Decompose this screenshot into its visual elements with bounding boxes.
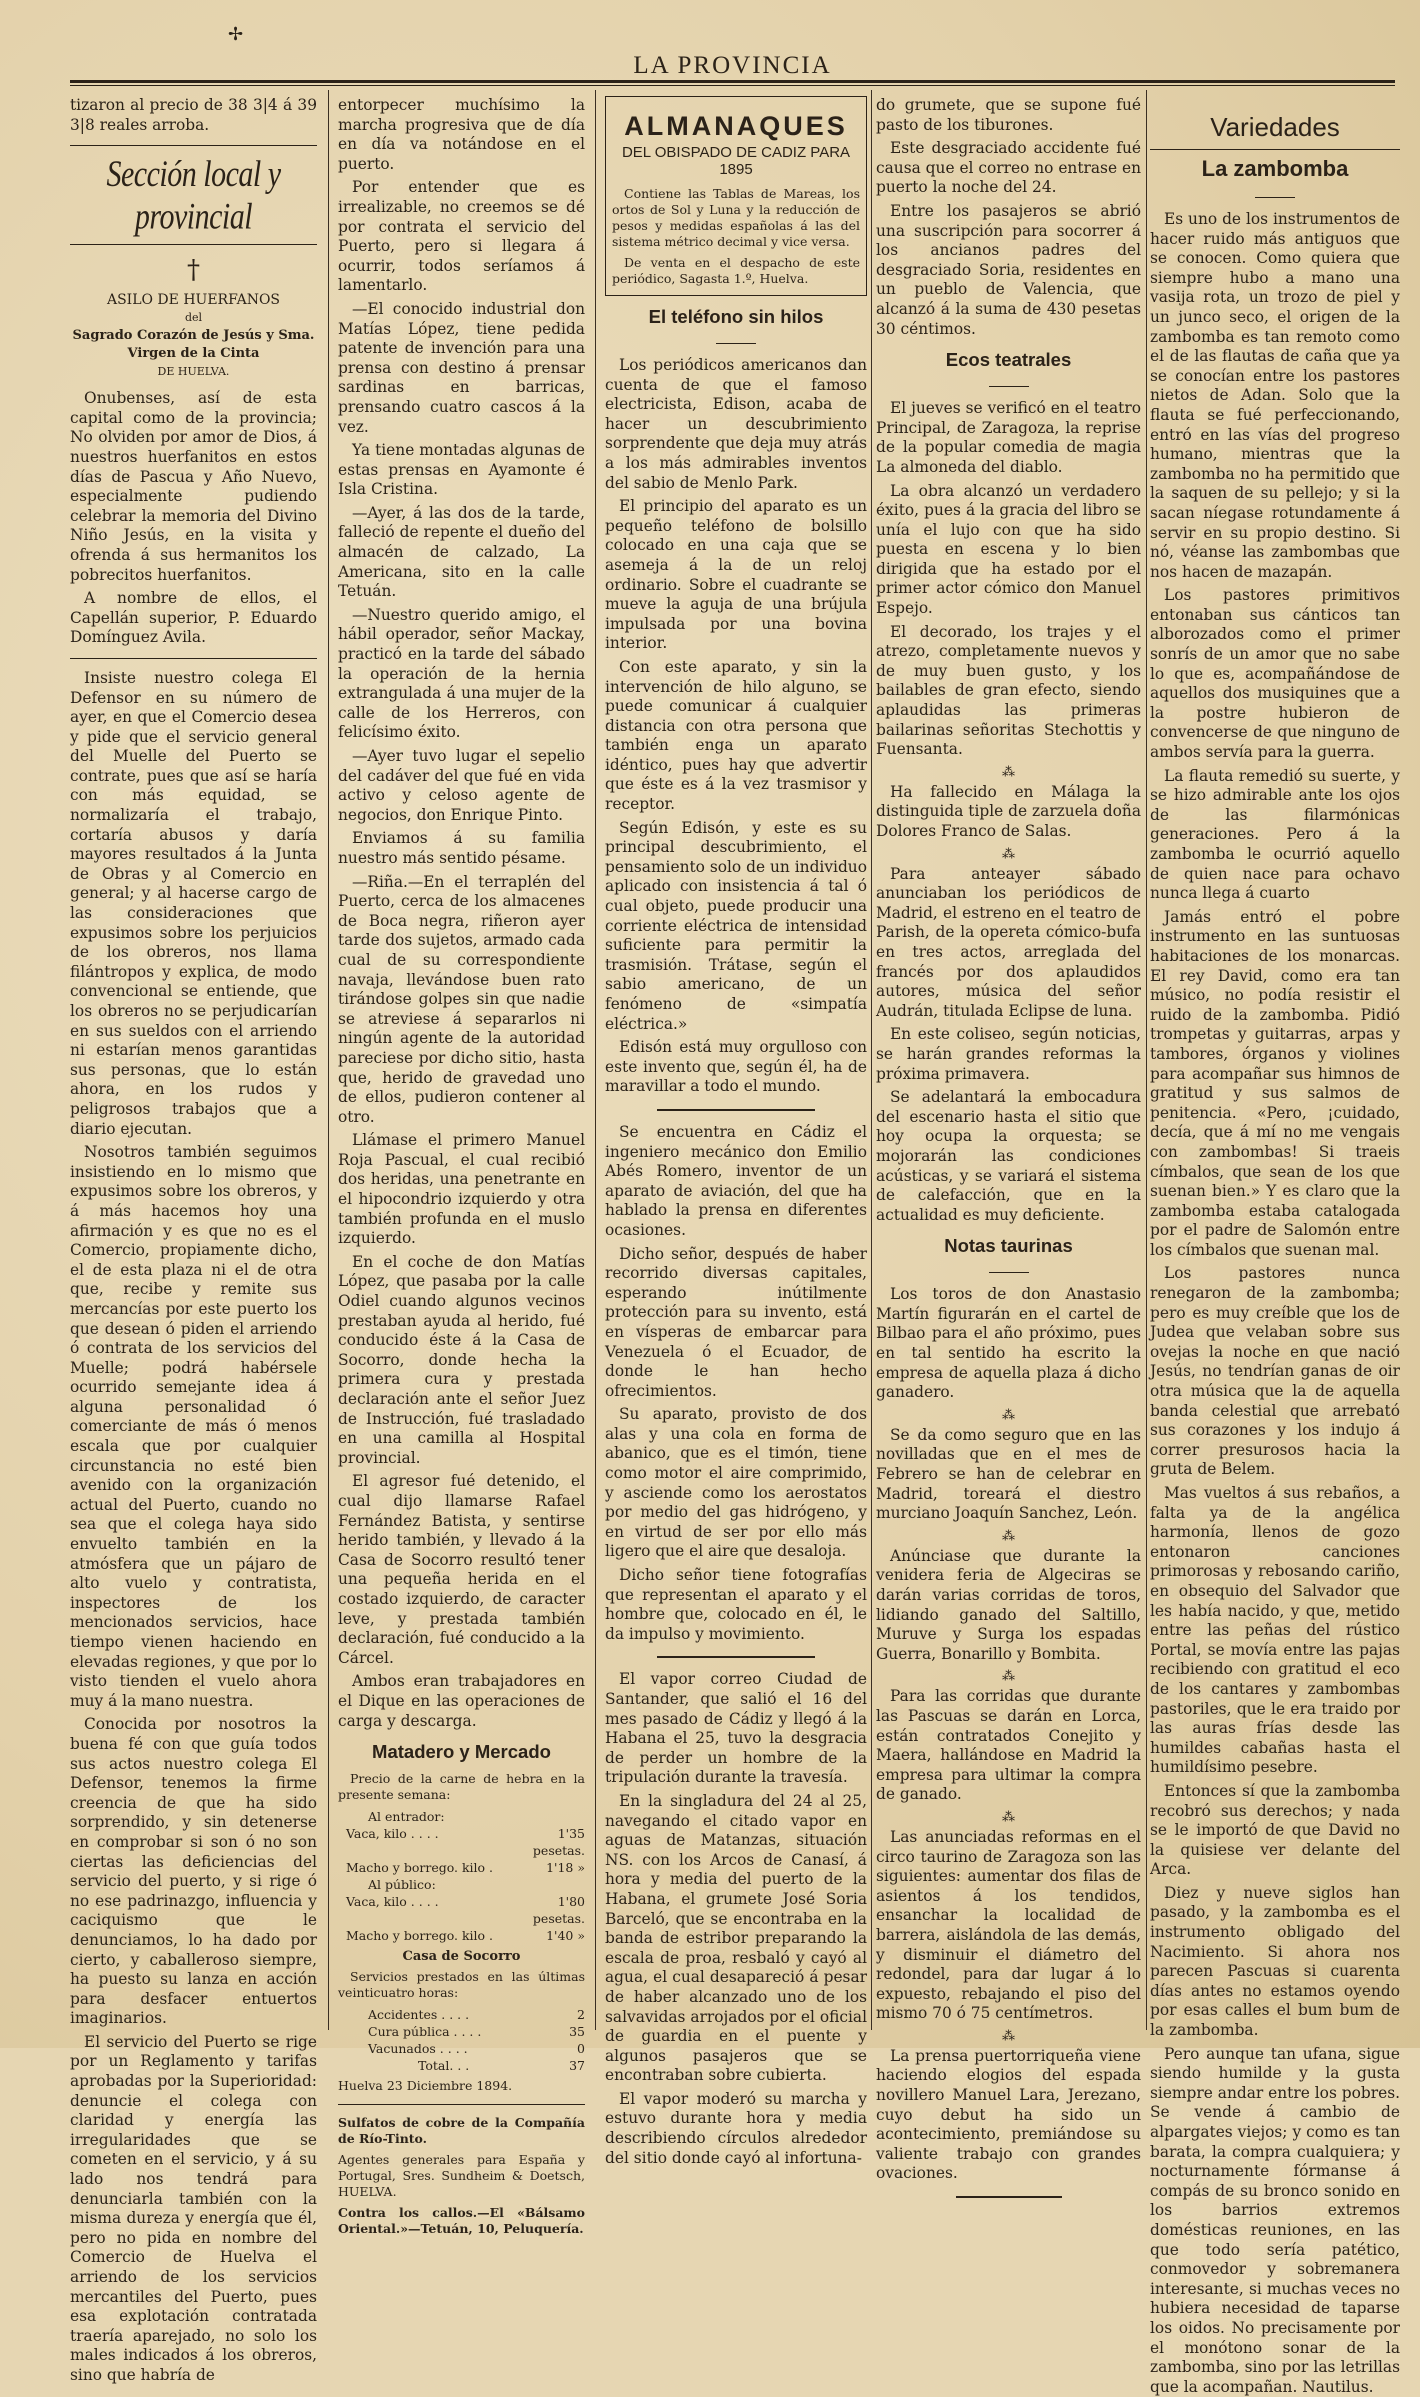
table-row: Vaca, kilo . . . . 1'80 pesetas. <box>346 1894 585 1927</box>
ecos-title: Ecos teatrales <box>945 349 1072 371</box>
article-text: —Ayer, á las dos de la tarde, falleció de repente el dueño del almacén de calzado, La Americana, sito en la calle Tetuán. <box>338 503 585 601</box>
article-text: La obra alcanzó un verdadero éxito, pues á la gracia del libro se unía el lujo con que ha sido puesta en escena y lo bien dirigida que ha estado por el primer actor cómico don Manuel Espejo. <box>876 481 1141 618</box>
advertisement: Contra los callos.—El «Bálsamo Oriental.»—Tetuán, 10, Peluquería. <box>338 2205 585 2237</box>
column-4 <box>876 96 1142 2183</box>
article-text: Dicho señor, después de haber recorrido diversas capitales, esperando inútilmente protección para su invento, está en vísperas de embarcar para Venezuela ó el Ecuador, de donde le han hecho ofrecimientos. <box>605 1244 867 1400</box>
divider <box>70 244 317 245</box>
almanaques-ad <box>605 96 867 296</box>
article-text: entorpecer muchísimo la marcha progresiva que de día en día va notándose en el puerto. <box>338 96 585 173</box>
article-text: Conocida por nosotros la buena fé con que guía todos sus actos nuestro colega El Defensor, tenemos la firme creencia de que ha sido sorprendido, y sin detenerse en comprobar si son ó no son ciertas las deficiencias del servicio del puerto, y si rige ó no ese padrinazgo, influencia y caciquismo que le denunciamos, lo ha dado por cierto, y caballeroso siempre, ha puesto su lanza en acción para desfacer entuertos imaginarios. <box>70 1715 317 2028</box>
column-3 <box>605 96 867 2167</box>
article-text: En la singladura del 24 al 25, navegando el citado vapor en aguas de Matanzas, situación NS. con los Arcos de Canasí, á hora y media del puerto de la Habana, el grumete José Soria Barceló, que se encontraba en la banda de estribor preparando la escala de proa, resbaló y cayó al agua, el cual desapareció á pesar de haber alcanzado uno de los salvavidas arrojados por el oficial de guardia en el puente y algunos pasajeros que se encontraban sobre cubierta. <box>605 1791 867 2085</box>
article-text: Su aparato, provisto de dos alas y una cola en forma de abanico, que es el timón, tiene como motor el aire comprimido, y asciende como los aerostatos por medio del gas hidrógeno, y en virtud de ser por ello más ligero que el aire que desaloja. <box>605 1405 867 1561</box>
divider <box>657 1656 814 1658</box>
article-text: Se adelantará la embocadura del escenario hasta el sitio que hoy ocupa la orquesta; se mojorarán las condiciones acústicas, y se variará el sistema de calefacción, que en la actualidad es muy deficiente. <box>876 1088 1141 1224</box>
article-text: —Riña.—En el terraplén del Puerto, cerca de los almacenes de Boca negra, riñeron ayer tarde dos sujetos, armado cada cual de su correspondiente navaja, llevándose buen rato tirándose golpes sin que nadie se atreviese á separarlos ni ningún agente de la autoridad pareciese por dicho sitio, hasta que, herido de gravedad uno de ellos, pudieron contener al otro. <box>338 872 585 1126</box>
almanaques-text: Contiene las Tablas de Mareas, los ortos de Sol y Luna y la reducción de pesos y medidas españolas á las del sistema métrico decimal y vice versa. <box>612 186 860 249</box>
asterism: ⁂ <box>1002 764 1015 780</box>
article-text: La prensa puertorriqueña viene haciendo elogios del espada novillero Manuel Lara, Jerezano, cuyo debut ha sido un acontecimiento, premiándose su valiente trabajo con grandes ovaciones. <box>876 2046 1141 2183</box>
asterism: ⁂ <box>1002 1528 1015 1544</box>
article-text: El jueves se verificó en el teatro Principal, de Zaragoza, la reprise de la popular comedia de magia La almoneda del diablo. <box>876 399 1141 476</box>
table-row: Macho y borrego. kilo . 1'18 » <box>346 1860 585 1876</box>
variedades-title: Variedades <box>1210 112 1340 142</box>
table-intro: Servicios prestados en las últimas veinticuatro horas: <box>338 1969 585 2001</box>
article-text: El servicio del Puerto se rige por un Reglamento y tarifas aprobadas por la Superioridad: denuncie el colega con claridad y energía las irregularidades que se cometen en el servicio, y á su lado nos tendrá para denunciarla también con la misma dureza y energía que él, pero no pida en nombre del Comercio de Huelva el arriendo de los servicios mercantiles del Puerto, pues esa explotación contratada traería aparejado, no solo los males indicados á los obreros, sino que habría de <box>70 2032 317 2384</box>
section-title: Sección local y provincial <box>106 153 281 238</box>
column-5 <box>1150 96 1400 2396</box>
divider <box>1150 149 1400 150</box>
price-table <box>338 1771 585 2094</box>
socorro-title: Casa de Socorro <box>402 1949 521 1965</box>
asilo-heading: DE HUELVA. <box>157 365 230 379</box>
divider <box>657 1109 814 1111</box>
article-text: —Ayer tuvo lugar el sepelio del cadáver del que fué en vida activo y celoso agente de negocios, don Enrique Pinto. <box>338 747 585 824</box>
article-text: Enviamos á su familia nuestro más sentido pésame. <box>338 829 585 867</box>
divider <box>70 658 317 659</box>
table-row: Total. . . 37 <box>418 2058 585 2074</box>
advertisement: Sulfatos de cobre de la Compañía de Río-Tinto. <box>338 2115 585 2147</box>
column-divider <box>595 90 596 2030</box>
divider <box>1150 190 1400 204</box>
column-divider <box>1146 90 1147 2030</box>
table-intro: Precio de la carne de hebra en la presente semana: <box>338 1771 585 1803</box>
almanaques-title: ALMANAQUES <box>624 111 848 141</box>
almanaques-text: De venta en el despacho de este periódico, Sagasta 1.º, Huelva. <box>612 255 860 286</box>
article-text: El principio del aparato es un pequeño teléfono de bolsillo colocado en una caja que se asemeja á la de un reloj ordinario. Sobre el cuadrante se mueve la aguja de una brújula impulsada por una bovina interior. <box>605 497 867 653</box>
divider <box>876 379 1141 393</box>
asterism: ⁂ <box>1002 2028 1015 2044</box>
article-text: Entre los pasajeros se abrió una suscripción para socorrer á los ancianos padres del desgraciado Soria, residentes en un pueblo de Valencia, que alcanzó á la suma de 430 pesetas 30 céntimos. <box>876 201 1141 338</box>
article-text: Diez y nueve siglos han pasado, y la zambomba es el instrumento obligado del Nacimiento. Si ahora nos parecen Pascuas si cuarenta días antes no estamos oyendo por esas calles el bum bum de la zambomba. <box>1150 1883 1400 2040</box>
article-text: Dicho señor tiene fotografías que representan el aparato y el hombre que, colocado en él, le da impulso y movimiento. <box>605 1566 867 1643</box>
table-row: Macho y borrego. kilo . 1'40 » <box>346 1928 585 1944</box>
article-text: El vapor moderó su marcha y estuvo durante hora y media describiendo círculos alrededor del sitio donde cayó al infortuna- <box>605 2089 867 2167</box>
divider <box>70 145 317 146</box>
asterism: ⁂ <box>1002 846 1015 862</box>
column-2 <box>338 96 585 2237</box>
article-text: El agresor fué detenido, el cual dijo llamarse Rafael Fernández Batista, y sentirse herido también, y llevado á la Casa de Socorro resultó tener una pequeña herida en el costado izquierdo, de caracter leve, y prestada también declaración, fué conducido a la Cárcel. <box>338 1472 585 1667</box>
column-1 <box>70 96 317 2384</box>
column-divider <box>328 90 329 2030</box>
table-row: Cura pública . . . . 35 <box>368 2024 585 2040</box>
advertisement: Agentes generales para España y Portugal, Sres. Sundheim & Doetsch, HUELVA. <box>338 2152 585 2200</box>
article-text: Los periódicos americanos dan cuenta de que el famoso electricista, Edison, acaba de hacer un descubrimiento sorprendente que deja muy atrás a los más admirables inventos del sabio de Menlo Park. <box>605 356 867 492</box>
table-row: Vacunados . . . . 0 <box>368 2041 585 2057</box>
masthead: LA PROVINCIA <box>633 52 832 79</box>
article-text: Entonces sí que la zambomba recobró sus derechos; y nada se le importó de que David no la quisiese ver delante del Arca. <box>1150 1781 1400 1879</box>
table-label: Al público: <box>368 1877 436 1893</box>
article-text: —Nuestro querido amigo, el hábil operador, señor Mackay, practicó en la tarde del sábado la operación de la hernia extrangulada á una mujer de la calle de los Herreros, con felicísimo éxito. <box>338 605 585 742</box>
article-text: A nombre de ellos, el Capellán superior, P. Eduardo Domínguez Avila. <box>70 589 317 647</box>
masthead-rule-thin <box>70 85 1395 86</box>
article-text: tizaron al precio de 38 3|4 á 39 3|8 reales arroba. <box>70 96 317 134</box>
article-text: Nosotros también seguimos insistiendo en lo mismo que expusimos sobre los obreros, y á más hacemos hoy una afirmación y es que no es el Comercio, propiamente dicho, el de esta plaza ni el de otra que, recibe y remite sus mercancías por este puerto los que desean ó piden el arriendo ó contrata de los servicios del Muelle; podrá habérsele ocurrido semejante idea á alguna personalidad ó comerciante de más ó menos escala que por cualquier circunstancia no esté bien avenido con la organización actual del Puerto, cuando no sea que el colega haya sido envuelto también en la atmósfera que un pájaro de alto vuelo y contratista, inspectores de los mencionados servicios, hace tiempo vienen haciendo en elevadas regiones, y que por lo visto tienden el vuelo ahora muy á la mano nuestra. <box>70 1143 317 1710</box>
article-text: Jamás entró el pobre instrumento en las suntuosas habitaciones de los monarcas. El rey David, como era tan músico, no podía resistir el ruido de la zambomba. Pidió trompetas y guitarras, arpas y tambores, órganos y violines para acompañar sus himnos de gratitud y sus salmos de penitencia. «Pero, ¡cuidado, decía, que á mí no me vengais con zambombas! Si traeis címbalos, que sean de los que suenan bien.» Y es claro que la zambomba estaba catalogada por el padre de Salomón entre los címbalos que suenan mal. <box>1150 907 1400 1259</box>
article-text: Según Edisón, y este es su principal descubrimiento, el pensamiento solo de un individuo aplicado con insistencia á tal ó cual objeto, puede producir una corriente eléctrica de intensidad suficiente para permitir la trasmisión. Trátase, según el sabio americano, de un fenómeno de «simpatía eléctrica.» <box>605 818 867 1033</box>
article-text: Los pastores primitivos entonaban sus cánticos tan alborozados como el primer sonrís de un amor que no sabe lo que es, acompañándose de aquellos dos musiquines que a la postre hubieron de convencerse de que ninguno de ambos servía para la guerra. <box>1150 586 1400 762</box>
almanaques-subtitle: DEL OBISPADO DE CADIZ PARA 1895 <box>621 144 851 178</box>
article-text: El vapor correo Ciudad de Santander, que salió el 16 del mes pasado de Cádiz y llegó á la Habana el 25, tuvo la desgracia de perder un hombre de la tripulación durante la travesía. <box>605 1670 867 1787</box>
article-text: Ya tiene montadas algunas de estas prensas en Ayamonte é Isla Cristina. <box>338 441 585 499</box>
article-text: Las anunciadas reformas en el circo taurino de Zaragoza son las siguientes: aumentar dos filas de asientos á los tendidos, ensanchar la localidad de barrera, aislándola de las demás, y disminuir el diámetro del redondel, para dar lugar á lo expuesto, rebajando el piso del mismo 70 ó 75 centímetros. <box>876 1827 1141 2023</box>
article-text: Insiste nuestro colega El Defensor en su número de ayer, en que el Comercio desea y pide que el servicio general del Muelle del Puerto se contrate, pues que así se haría con más equidad, se normalizaría el trabajo, cortaría abusos y daría mayores resultados á la Junta de Obras y al Comercio en general; y al hacerse cargo de las consideraciones que expusimos sobre los perjuicios de los obreros, nos llama filántropos y explica, de modo convencional se entiende, que los obreros no se perjudicarían en sus sueldos con el arriendo ni estarían menos garantidas sus personas, que lo están ahora, en los rudos y peligrosos trabajos que a diario ejecutan. <box>70 668 317 1138</box>
matadero-title: Matadero y Mercado <box>372 1741 551 1763</box>
article-text: Ha fallecido en Málaga la distinguida tiple de zarzuela doña Dolores Franco de Salas. <box>876 782 1142 840</box>
article-text: Es uno de los instrumentos de hacer ruido más antiguos que se conocen. Como quiera que siempre hubo a mano una vasija rota, un trozo de piel y un junco seco, el origen de la zambomba es tan remoto como el de las flautas de caña que ya se conocían entre los pastores nietos de Adan. Solo que la flauta se fué perfeccionando, entró en las vías del progreso humano, mientras que la zambomba no ha permitido que la saquen de su pellejo; y si la sacan níegase rotundamente á servir en su propio destino. Si nó, véanse las zambombas que nos hacen de mazapán. <box>1150 210 1400 581</box>
divider <box>876 1265 1141 1279</box>
article-text: do grumete, que se supone fué pasto de los tiburones. <box>876 96 1141 134</box>
article-text: Onubenses, así de esta capital como de la provincia; No olviden por amor de Dios, á nuestros huerfanitos en estos días de Pascua y Año Nuevo, especialmente pudiendo celebrar la memoria del Divino Niño Jesús, en la visita y ofrenda á sus hermanitos los pobrecitos huerfanitos. <box>70 389 317 584</box>
article-text: El decorado, los trajes y el atrezo, completamente nuevos y de muy buen gusto, y los bailables de gran efecto, siendo aplaudidas las primeras bailarinas señoritas Stechottis y Fuensanta. <box>876 622 1141 759</box>
article-text: Este desgraciado accidente fué causa que el correo no entrase en puerto la noche del 24. <box>876 139 1141 197</box>
table-label: Al entrador: <box>368 1809 445 1825</box>
cross-icon: † <box>187 255 200 286</box>
article-text: Edisón está muy orgulloso con este invento que, según él, ha de maravillar a todo el mundo. <box>605 1038 867 1096</box>
article-text: Para las corridas que durante las Pascuas se darán en Lorca, están contratados Conejito y Maera, hallándose en Madrid la empresa para ultimar la compra de ganado. <box>876 1687 1141 1804</box>
divider <box>338 2104 585 2105</box>
article-text: Ambos eran trabajadores en el Dique en las operaciones de carga y descarga. <box>338 1672 585 1730</box>
article-text: Se encuentra en Cádiz el ingeniero mecánico don Emilio Abés Romero, inventor de un aparato de aviación, del que ha hablado la prensa en diferentes ocasiones. <box>605 1122 867 1239</box>
article-text: En este coliseo, según noticias, se harán grandes reformas la próxima primavera. <box>876 1025 1141 1083</box>
article-text: Los pastores nunca renegaron de la zambomba; pero es muy creíble que los de Judea que velaban sobre sus ovejas la noche en que nació Jesús, no tendrían ganas de oir otra música que la de aquella banda celestial que arrebató sus corazones y los indujo á correr presurosos hacia la gruta de Belem. <box>1150 1264 1400 1479</box>
asilo-heading: Sagrado Corazón de Jesús y Sma. Virgen de la Cinta <box>72 328 315 362</box>
article-text: Anúnciase que durante la venidera feria de Algeciras se darán varias corridas de toros, lidiando ganado del Saltillo, Muruve y Surga los espadas Guerra, Bonarillo y Bombita. <box>876 1546 1141 1663</box>
divider <box>605 336 867 350</box>
masthead-rule <box>70 80 1395 83</box>
article-text: Se da como seguro que en las novilladas que en el mes de Febrero se han de celebrar en Madrid, toreará el diestro murciano Joaquín Sanchez, León. <box>876 1425 1141 1523</box>
article-text: La flauta remedió su suerte, y se hizo admirable ante los ojos de las filarmónicas generaciones. Pero á la zambomba le ocurrió aquello de quien nace para ochavo nunca llega á cuarto <box>1150 766 1400 903</box>
asilo-heading: del <box>184 311 203 325</box>
asterism: ⁂ <box>1002 1669 1015 1685</box>
notas-title: Notas taurinas <box>944 1235 1073 1257</box>
divider <box>956 2196 1062 2198</box>
article-text: Llámase el primero Manuel Roja Pascual, el cual recibió dos heridas, una penetrante en el hipocondrio izquierdo y otra también profunda en el muslo izquierdo. <box>338 1131 585 1248</box>
table-row: Accidentes . . . . 2 <box>368 2007 585 2023</box>
article-text: Por entender que es irrealizable, no creemos se dé por contrata el servicio del Puerto, pero si llegara á ocurrir, todos seríamos á lamentarlo. <box>338 178 585 295</box>
article-text: Los toros de don Anastasio Martín figurarán en el cartel de Bilbao para el año próximo, pues en tal sentido ha escrito la empresa de aquella plaza á dicho ganadero. <box>876 1285 1141 1402</box>
article-text: Mas vueltos á sus rebaños, a falta ya de la angélica harmonía, llenos de gozo entonaron canciones primorosas y rebosando cariño, en obsequio del Salvador que les había nacido, y que, metido entre las peñas del rústico Portal, se movía entre las pajas recibiendo con gratitud el eco de los cantares y zambombas pastoriles, que le era traido por las auras frías desde las humildes cabañas hasta el humildísimo pesebre. <box>1150 1484 1400 1777</box>
article-text: Con este aparato, y sin la intervención de hilo alguno, se puede comunicar á cualquier distancia con otra persona que también enga un aparato idéntico, pues hay que advertir que éste es á la vez trasmisor y receptor. <box>605 657 867 814</box>
column-divider <box>871 90 872 2030</box>
table-row: Vaca, kilo . . . . 1'35 pesetas. <box>346 1826 585 1859</box>
asilo-heading: ASILO DE HUERFANOS <box>106 292 281 309</box>
corner-mark: ✢ <box>228 24 244 45</box>
zambomba-title: La zambomba <box>1201 156 1349 181</box>
asterism: ⁂ <box>1002 1407 1015 1423</box>
article-text: En el coche de don Matías López, que pasaba por la calle Odiel cuando algunos vecinos prestaban ayuda al herido, fué conducido éste á la Casa de Socorro, donde hecha la primera cura y prestada declaración ante el señor Juez de Instrucción, fué trasladado en una camilla al Hospital provincial. <box>338 1252 585 1467</box>
asterism: ⁂ <box>1002 1809 1015 1825</box>
telefono-title: El teléfono sin hilos <box>648 306 824 327</box>
article-text: —El conocido industrial don Matías López, tiene pedida patente de invención para una prensa con destino á prensar sardinas en barricas, prensando cuatro cascos á la vez. <box>338 299 585 436</box>
table-date: Huelva 23 Diciembre 1894. <box>338 2078 513 2094</box>
article-text: Para anteayer sábado anunciaban los periódicos de Madrid, el estreno en el teatro de Parish, de la opereta cómico-bufa en tres actos, arreglada del francés por dos aplaudidos autores, música del señor Audrán, titulada Eclipse de luna. <box>876 864 1141 1020</box>
article-text: Pero aunque tan ufana, sigue siendo humilde y la gusta siempre andar entre los pobres. Se vende á cambio de alpargates viejos; y como es tan barata, la compra cualquiera; y nocturnamente fórmanse á compás de su bronco sonido en los barrios extremos domésticas reuniones, en las que todo sería patético, conmovedor y sobremanera interesante, si muchas veces no hubiera necesidad de taparse los oidos. No precisamente por el monótono sonar de la zambomba, sino por las letrillas que la acompañan. Nautilus. <box>1150 2044 1400 2396</box>
